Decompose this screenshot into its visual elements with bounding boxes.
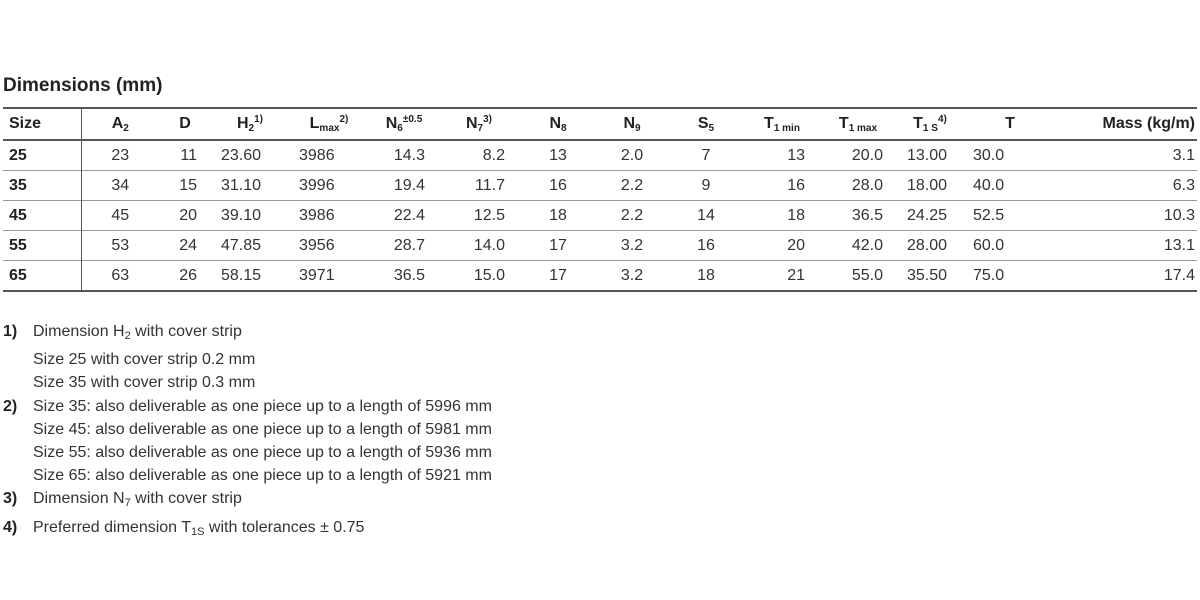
column-header-h2 [211, 108, 289, 140]
table-title: Dimensions (mm) [3, 75, 163, 96]
column-header-superscript: 4) [937, 114, 947, 125]
column-header-a2 [81, 108, 159, 140]
footnote-text: Size 45: also deliverable as one piece up to a length of 5981 mm [33, 420, 492, 438]
column-header-base: Size [9, 115, 42, 132]
table-cell: 13 [787, 146, 805, 164]
table-cell: 22.4 [393, 206, 425, 224]
column-header-superscript: 2) [339, 114, 349, 125]
table-cell: 17 [549, 266, 567, 284]
table-cell: 13.00 [907, 146, 948, 164]
column-header-base: T [1005, 115, 1015, 132]
table-cell: 11.7 [475, 176, 505, 194]
table-cell: 19.4 [393, 176, 425, 194]
row-size-cell: 55 [3, 231, 81, 261]
footnote-text: Size 25 with cover strip 0.2 mm [33, 351, 256, 369]
table-row [3, 140, 1197, 171]
table-cell: 20.0 [851, 146, 883, 164]
column-header-superscript: 1) [254, 114, 264, 125]
footnote-text: Dimension H [33, 323, 125, 340]
column-header-subscript: 8 [561, 122, 567, 134]
footnote-text: Dimension N [33, 490, 125, 508]
table-row [3, 231, 1197, 261]
footnote-text: Preferred dimension T [33, 518, 191, 536]
footnote-subscript: 7 [124, 497, 131, 510]
row-size-cell: 65 [3, 261, 81, 292]
table-cell: 7 [701, 146, 711, 164]
table-cell: 24.25 [907, 206, 948, 224]
table-cell: 14.0 [473, 236, 505, 254]
table-cell: 18 [549, 206, 567, 224]
footnote-line [3, 320, 492, 348]
table-cell: 6.3 [1172, 176, 1195, 194]
table-cell: 18 [787, 206, 805, 224]
footnote-marker: 4) [3, 518, 18, 536]
footnote-text: with cover strip [130, 490, 242, 508]
column-header-subscript: 2 [248, 123, 255, 134]
column-header-base: Mass (kg/m) [1102, 115, 1195, 132]
row-size-cell: 35 [3, 171, 81, 201]
table-cell: 13 [549, 146, 567, 164]
table-cell: 30.0 [973, 146, 1005, 164]
table-cell: 15 [179, 176, 197, 194]
column-header-base: N [549, 114, 561, 132]
column-header-base: T [913, 115, 923, 132]
table-cell: 16 [549, 176, 567, 194]
table-cell: 14 [697, 206, 715, 224]
table-cell: 23.60 [221, 146, 262, 164]
column-header-base: T [764, 114, 774, 132]
table-cell: 63 [111, 266, 130, 284]
footnote-marker: 2) [3, 397, 18, 415]
footnote-line [3, 487, 492, 515]
column-header-subscript: 1 S [922, 123, 938, 134]
table-cell: 55.0 [851, 266, 883, 284]
table-cell: 28.7 [393, 236, 425, 254]
footnote-subscript: 1S [191, 525, 205, 538]
table-cell: 28.00 [907, 236, 948, 254]
table-cell: 75.0 [973, 266, 1005, 284]
table-cell: 20 [787, 236, 805, 254]
column-header-subscript: 9 [635, 122, 641, 134]
table-cell: 3.2 [620, 236, 644, 254]
table-cell: 12.5 [473, 206, 505, 224]
table-cell: 53 [111, 236, 130, 254]
column-header-base: D [179, 115, 191, 132]
table-cell: 17.4 [1163, 266, 1195, 284]
table-cell: 45 [111, 206, 130, 224]
column-header-subscript: max [319, 123, 340, 134]
table-cell: 36.5 [851, 206, 883, 224]
column-header-subscript: 1 max [848, 122, 878, 134]
table-cell: 31.10 [221, 176, 262, 194]
dimensions-table [3, 107, 1197, 292]
column-header-subscript: 5 [708, 122, 715, 134]
table-cell: 42.0 [851, 236, 883, 254]
column-header-base: L [309, 115, 320, 132]
header-row [3, 108, 1197, 140]
footnotes [3, 320, 492, 544]
column-header-t1min [745, 108, 819, 140]
column-header-base: N [465, 115, 478, 132]
row-size-cell: 25 [3, 140, 81, 171]
column-header-superscript: 3) [483, 114, 493, 125]
footnote-text: Size 55: also deliverable as one piece up to a length of 5936 mm [33, 444, 492, 462]
table-cell: 39.10 [221, 206, 262, 224]
column-header-n7 [439, 108, 519, 140]
footnote-text: Size 35 with cover strip 0.3 mm [33, 374, 256, 392]
column-header-t1s [897, 108, 963, 140]
table-cell: 24 [179, 236, 197, 254]
table-cell: 47.85 [221, 236, 262, 254]
column-header-n9 [597, 108, 667, 140]
table-cell: 34 [111, 176, 130, 194]
table-cell: 36.5 [393, 266, 425, 284]
table-cell: 20 [179, 206, 197, 224]
table-cell: 14.3 [393, 146, 425, 164]
column-header-subscript: 6 [397, 123, 403, 134]
table-cell: 23 [111, 146, 130, 164]
column-header-base: A [111, 114, 124, 132]
table-cell: 18.00 [907, 176, 948, 194]
table-cell: 17 [549, 236, 567, 254]
column-header-s5 [667, 108, 745, 140]
table-cell: 26 [179, 266, 197, 284]
table-cell: 8.2 [482, 146, 505, 164]
table-cell: 16 [697, 236, 715, 254]
column-header-size [3, 108, 81, 140]
table-cell: 2.0 [620, 146, 644, 164]
column-header-n8 [519, 108, 597, 140]
table-cell: 2.2 [620, 206, 644, 224]
column-header-base: N [623, 114, 635, 132]
column-header-t [963, 108, 1057, 140]
column-header-t1max [819, 108, 897, 140]
footnote-line [3, 464, 492, 487]
footnote-line [3, 516, 492, 544]
footnote-text: with cover strip [130, 323, 242, 340]
table-cell: 9 [701, 176, 711, 194]
table-cell: 16 [787, 176, 805, 194]
footnote-marker: 1) [3, 323, 18, 340]
table-cell: 35.50 [907, 266, 948, 284]
column-header-base: T [838, 114, 849, 132]
row-size-cell: 45 [3, 201, 81, 231]
column-header-subscript: 1 min [773, 122, 800, 134]
column-header-base: N [385, 115, 398, 132]
table-cell: 3971 [299, 266, 335, 284]
column-header-n6 [369, 108, 439, 140]
table-cell: 40.0 [973, 176, 1005, 194]
table-cell: 3986 [299, 146, 335, 164]
table-cell: 60.0 [973, 236, 1005, 254]
table-cell: 3.2 [620, 266, 644, 284]
table-cell: 21 [787, 266, 805, 284]
footnote-line [3, 441, 492, 464]
column-header-subscript: 7 [477, 123, 484, 134]
footnote-text: Size 65: also deliverable as one piece up to a length of 5921 mm [33, 467, 492, 485]
table-cell: 28.0 [851, 176, 883, 194]
table-cell: 15.0 [473, 266, 505, 284]
table-cell: 11 [180, 146, 197, 164]
table-cell: 10.3 [1163, 206, 1195, 224]
table-cell: 52.5 [973, 206, 1005, 224]
column-header-superscript: ±0.5 [402, 114, 423, 125]
footnote-line [3, 418, 492, 441]
footnote-subscript: 2 [124, 330, 131, 342]
column-header-mass [1057, 108, 1197, 140]
table-row [3, 261, 1197, 292]
table-cell: 3.1 [1172, 146, 1195, 164]
footnote-marker: 3) [3, 490, 18, 508]
table-cell: 13.1 [1163, 236, 1195, 254]
footnote-text: Size 35: also deliverable as one piece up to a length of 5996 mm [33, 397, 492, 415]
column-header-subscript: 2 [123, 122, 129, 134]
table-cell: 3986 [299, 206, 335, 224]
table-cell: 3956 [299, 236, 335, 254]
footnote-line [3, 395, 492, 418]
table-row [3, 171, 1197, 201]
table-cell: 18 [697, 266, 715, 284]
column-header-d [159, 108, 211, 140]
footnote-line [3, 371, 492, 394]
table-body [3, 140, 1197, 291]
column-header-lmax [289, 108, 369, 140]
footnote-text: with tolerances ± 0.75 [204, 518, 365, 536]
footnote-line [3, 348, 492, 371]
column-header-base: H [236, 115, 249, 132]
table-row [3, 201, 1197, 231]
table-cell: 58.15 [221, 266, 262, 284]
table-cell: 2.2 [620, 176, 644, 194]
table-cell: 3996 [299, 176, 335, 194]
column-header-base: S [697, 114, 709, 132]
